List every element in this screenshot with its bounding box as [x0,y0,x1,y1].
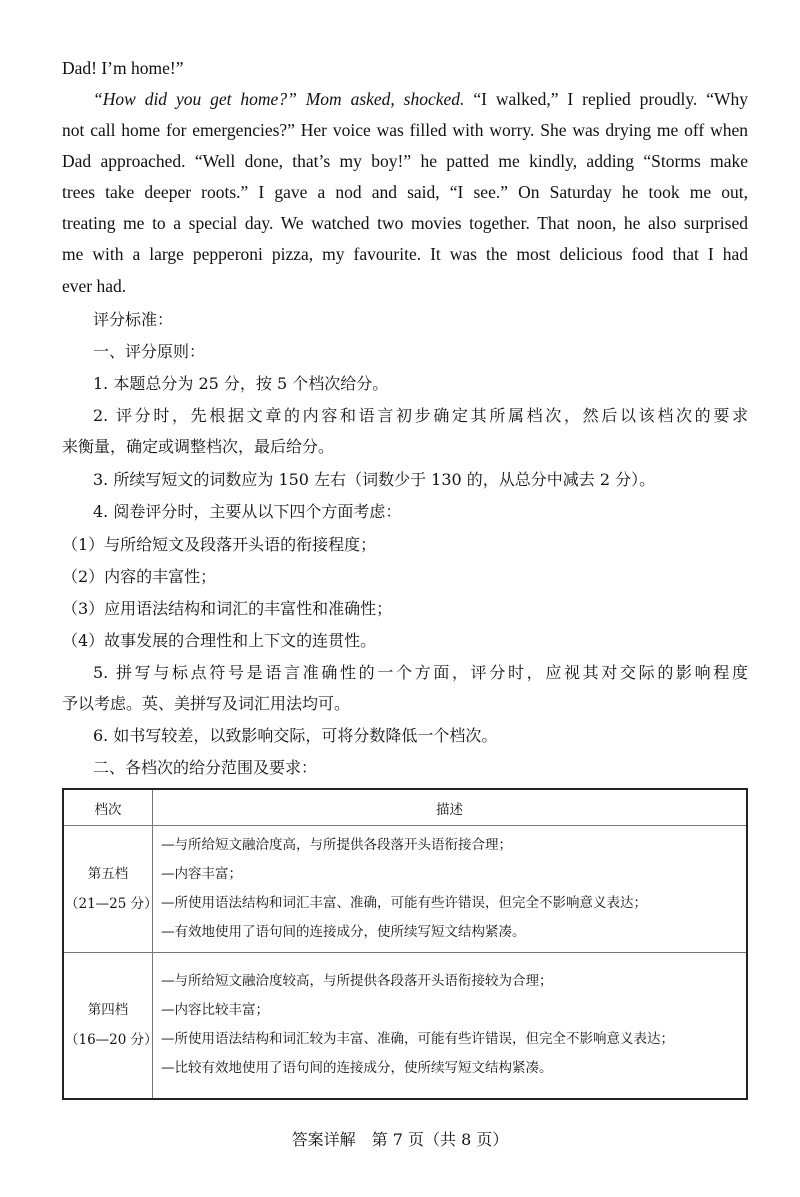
italic-quote: “How did you get home?” Mom asked, shocked. [93,89,465,109]
grading-table [62,788,748,1100]
header-level: 档次 [63,789,153,826]
description-line: —与所给短文融洽度高，与所提供各段落开头语衔接合理； [161,837,512,853]
criteria-item: 4. 阅卷评分时，主要从以下四个方面考虑： [93,502,402,521]
level-range: （21—25 分） [65,896,158,912]
criteria-item: 予以考虑。英、美拼写及词汇用法均可。 [62,694,351,713]
page-footer: 答案详解 第 7 页（共 8 页） [291,1130,509,1149]
criteria-heading: 评分标准： [93,310,174,329]
description-line: —内容丰富； [161,866,242,882]
criteria-item: 2. 评分时，先根据文章的内容和语言初步确定其所属档次，然后以该档次的要求 [93,406,748,425]
criteria-item: （3）应用语法结构和词汇的丰富性和准确性； [62,599,393,618]
story-line: trees take deeper roots.” I gave a nod and said, “I see.” On Saturday he took me out, [62,182,748,202]
description-line: —比较有效地使用了语句间的连接成分，使所续写短文结构紧凑。 [161,1060,553,1077]
criteria-item: 1. 本题总分为 25 分，按 5 个档次给分。 [93,374,389,393]
section-heading: 一、评分原则： [93,342,206,361]
table-row [63,826,747,953]
criteria-item: 6. 如书写较差，以致影响交际，可将分数降低一个档次。 [93,726,498,745]
criteria-item: （1）与所给短文及段落开头语的衔接程度； [62,535,377,554]
table-row [63,953,747,1099]
criteria-item: 5. 拼写与标点符号是语言准确性的一个方面，评分时，应视其对交际的影响程度 [93,663,748,682]
level-name: 第五档 [87,866,129,882]
table-header-row [63,789,747,826]
story-line: treating me to a special day. We watched two movies together. That noon, he also surprised [62,213,748,233]
level-name: 第四档 [87,1002,129,1019]
level-range: （16—20 分） [65,1032,158,1049]
story-line [93,89,748,109]
criteria-item: 3. 所续写短文的词数应为 150 左右（词数少于 130 的，从总分中减去 2 分）。 [93,470,656,489]
criteria-item: 来衡量，确定或调整档次，最后给分。 [62,437,335,456]
description-line: —有效地使用了语句间的连接成分，使所续写短文结构紧凑。 [161,924,526,940]
description-line: —所使用语法结构和词汇较为丰富、准确，可能有些许错误，但完全不影响意义表达； [161,1031,674,1048]
criteria-item: （2）内容的丰富性； [62,567,217,586]
description-cell [153,953,748,1099]
story-line: Dad approached. “Well done, that’s my boy!” he patted me kindly, adding “Storms make [62,151,748,171]
story-text: “I walked,” I replied proudly. “Why [464,89,748,109]
story-line: not call home for emergencies?” Her voice was filled with worry. She was drying me off when [62,120,748,140]
description-line: —与所给短文融洽度较高，与所提供各段落开头语衔接较为合理； [161,973,553,990]
header-description: 描述 [153,789,748,826]
description-cell [153,826,748,953]
story-line: ever had. [62,276,127,296]
story-line: Dad! I’m home!” [62,58,184,78]
story-line: me with a large pepperoni pizza, my favourite. It was the most delicious food that I had [62,244,748,264]
level-cell [63,953,158,1099]
level-cell [63,826,158,953]
criteria-item: （4）故事发展的合理性和上下文的连贯性。 [62,631,377,650]
description-line: —内容比较丰富； [161,1002,269,1019]
section-heading: 二、各档次的给分范围及要求： [93,758,318,777]
description-line: —所使用语法结构和词汇丰富、准确，可能有些许错误，但完全不影响意义表达； [161,895,647,911]
